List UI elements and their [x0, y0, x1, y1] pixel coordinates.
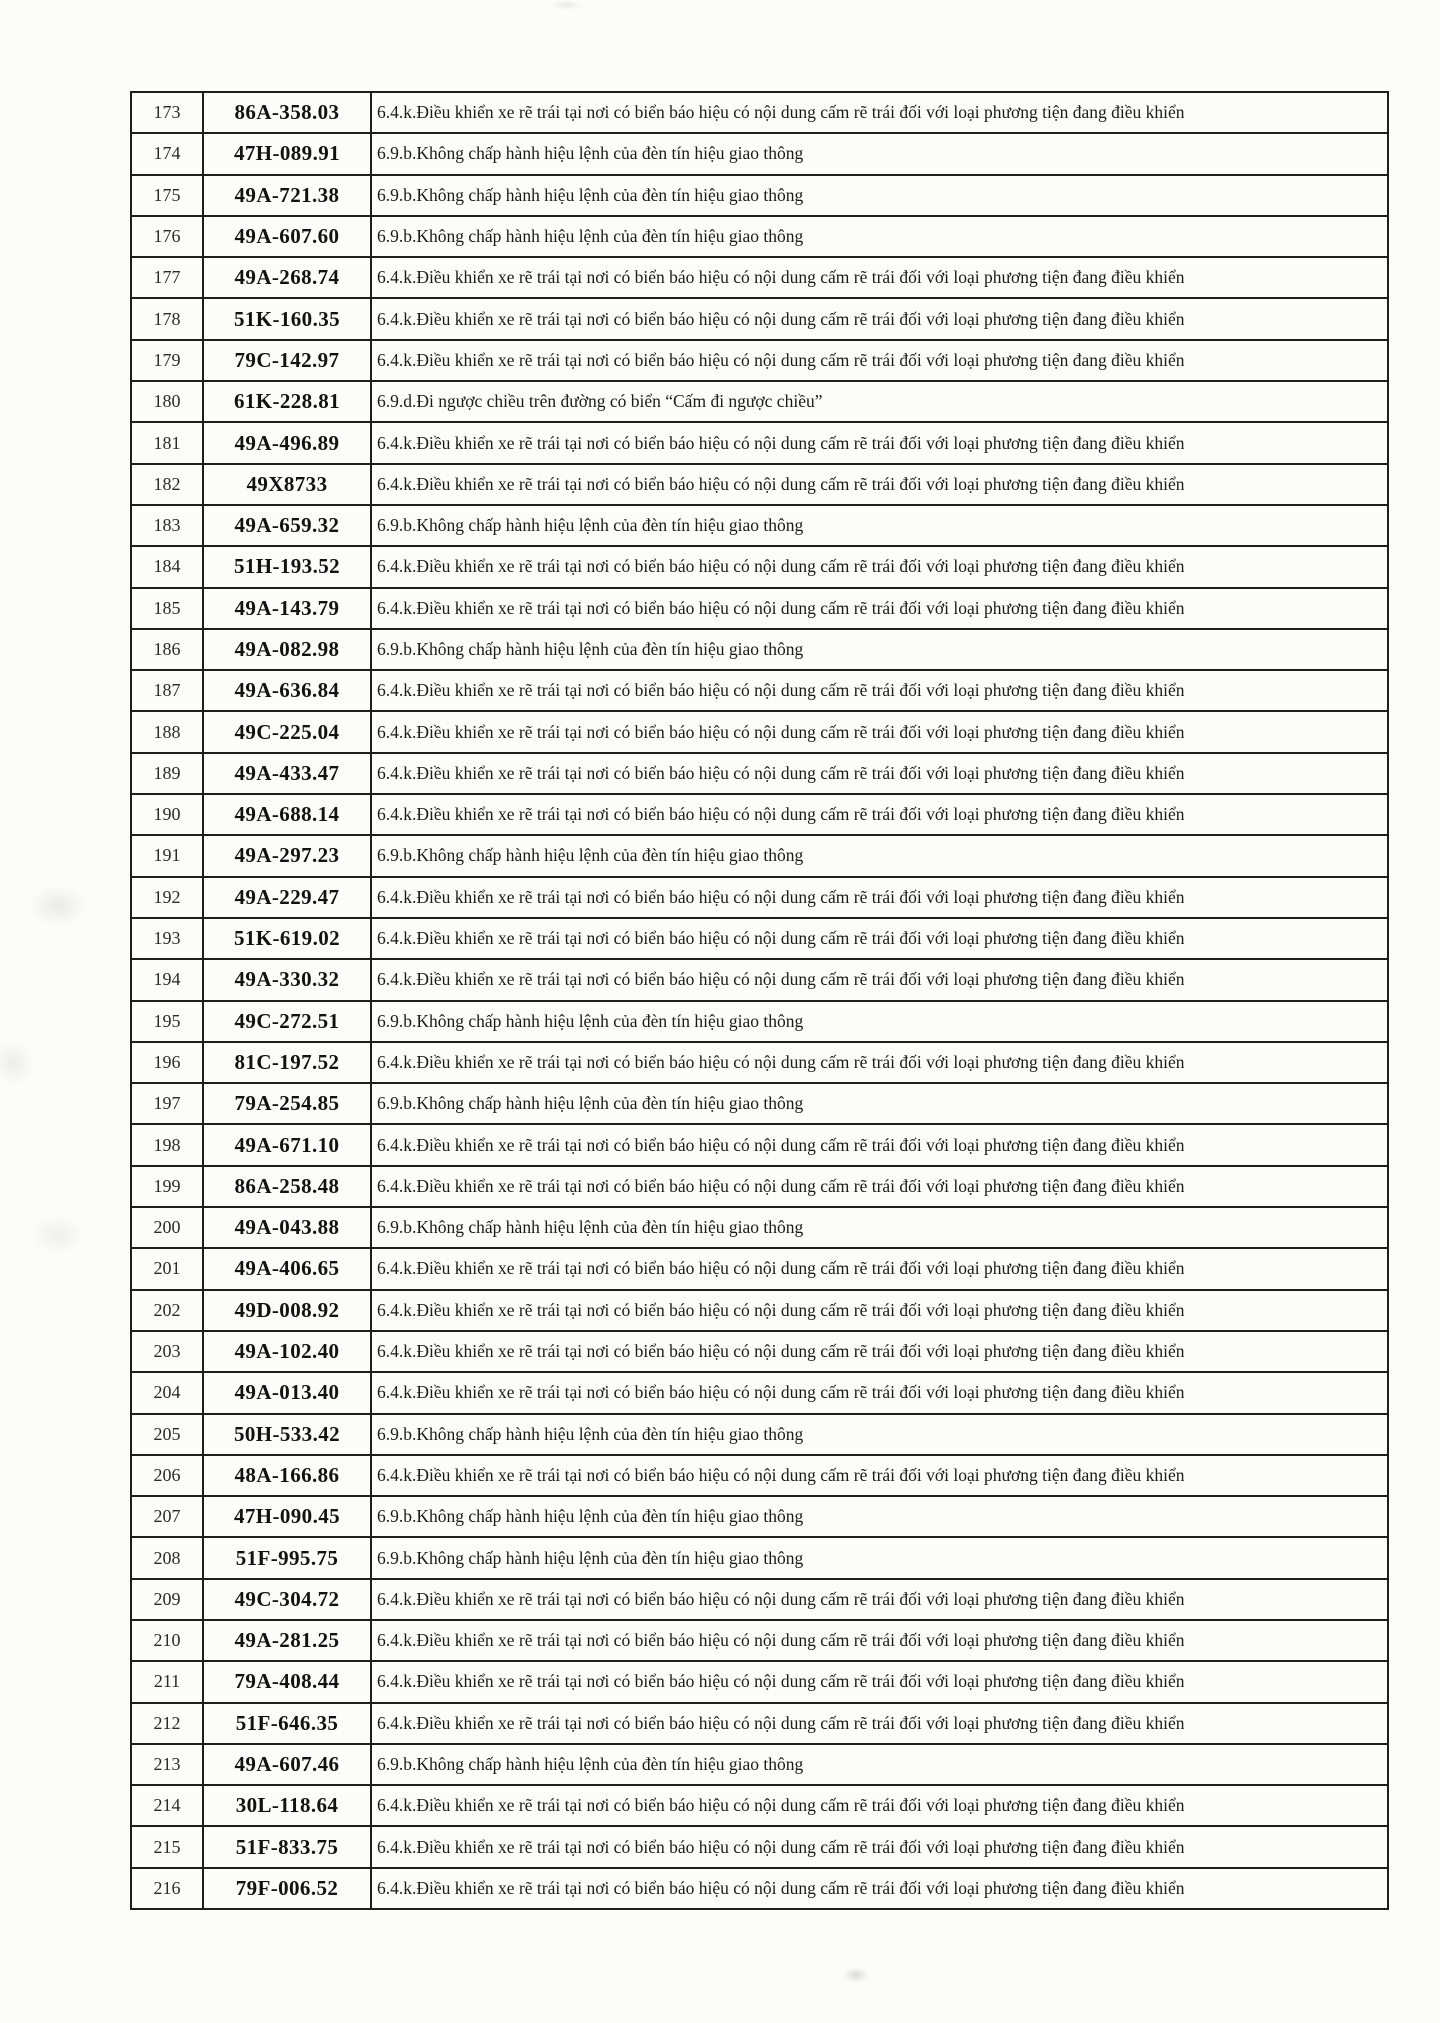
row-number-cell: 178: [131, 298, 203, 339]
row-number-cell: 190: [131, 794, 203, 835]
table-row: [131, 918, 1388, 959]
row-number-cell: 176: [131, 216, 203, 257]
table-row: [131, 1661, 1388, 1702]
violation-cell: 6.9.b.Không chấp hành hiệu lệnh của đèn tín hiệu giao thông: [371, 1001, 1388, 1042]
violation-cell: 6.9.b.Không chấp hành hiệu lệnh của đèn tín hiệu giao thông: [371, 629, 1388, 670]
table-row: [131, 1124, 1388, 1165]
plate-cell: 49A-406.65: [203, 1248, 371, 1289]
plate-cell: 49A-268.74: [203, 257, 371, 298]
scan-smudge: [0, 1040, 34, 1086]
row-number-cell: 199: [131, 1166, 203, 1207]
violation-cell: 6.4.k.Điều khiển xe rẽ trái tại nơi có biển báo hiệu có nội dung cấm rẽ trái đối với loại phương tiện đang điều khiển: [371, 753, 1388, 794]
table-row: [131, 1785, 1388, 1826]
scan-smudge: [843, 1968, 869, 1982]
table-row: [131, 257, 1388, 298]
row-number-cell: 205: [131, 1414, 203, 1455]
violation-cell: 6.4.k.Điều khiển xe rẽ trái tại nơi có biển báo hiệu có nội dung cấm rẽ trái đối với loại phương tiện đang điều khiển: [371, 422, 1388, 463]
scan-smudge: [552, 0, 582, 10]
plate-cell: 79F-006.52: [203, 1868, 371, 1909]
plate-cell: 51F-995.75: [203, 1537, 371, 1578]
violation-cell: 6.9.b.Không chấp hành hiệu lệnh của đèn tín hiệu giao thông: [371, 1744, 1388, 1785]
table-row: [131, 464, 1388, 505]
row-number-cell: 180: [131, 381, 203, 422]
violation-cell: 6.9.b.Không chấp hành hiệu lệnh của đèn tín hiệu giao thông: [371, 216, 1388, 257]
violation-cell: 6.4.k.Điều khiển xe rẽ trái tại nơi có biển báo hiệu có nội dung cấm rẽ trái đối với loại phương tiện đang điều khiển: [371, 1868, 1388, 1909]
plate-cell: 49A-229.47: [203, 877, 371, 918]
violation-cell: 6.4.k.Điều khiển xe rẽ trái tại nơi có biển báo hiệu có nội dung cấm rẽ trái đối với loại phương tiện đang điều khiển: [371, 877, 1388, 918]
violation-cell: 6.9.b.Không chấp hành hiệu lệnh của đèn tín hiệu giao thông: [371, 835, 1388, 876]
table-row: [131, 1290, 1388, 1331]
table-row: [131, 1868, 1388, 1909]
table-row: [131, 340, 1388, 381]
row-number-cell: 203: [131, 1331, 203, 1372]
plate-cell: 49A-671.10: [203, 1124, 371, 1165]
plate-cell: 49A-721.38: [203, 175, 371, 216]
table-row: [131, 1826, 1388, 1867]
plate-cell: 79A-254.85: [203, 1083, 371, 1124]
plate-cell: 49A-082.98: [203, 629, 371, 670]
row-number-cell: 211: [131, 1661, 203, 1702]
violation-cell: 6.9.b.Không chấp hành hiệu lệnh của đèn tín hiệu giao thông: [371, 505, 1388, 546]
violation-cell: 6.4.k.Điều khiển xe rẽ trái tại nơi có biển báo hiệu có nội dung cấm rẽ trái đối với loại phương tiện đang điều khiển: [371, 298, 1388, 339]
violation-cell: 6.4.k.Điều khiển xe rẽ trái tại nơi có biển báo hiệu có nội dung cấm rẽ trái đối với loại phương tiện đang điều khiển: [371, 257, 1388, 298]
row-number-cell: 195: [131, 1001, 203, 1042]
table-row: [131, 546, 1388, 587]
plate-cell: 49A-102.40: [203, 1331, 371, 1372]
violation-cell: 6.4.k.Điều khiển xe rẽ trái tại nơi có biển báo hiệu có nội dung cấm rẽ trái đối với loại phương tiện đang điều khiển: [371, 1290, 1388, 1331]
row-number-cell: 194: [131, 959, 203, 1000]
violation-cell: 6.9.d.Đi ngược chiều trên đường có biển “Cấm đi ngược chiều”: [371, 381, 1388, 422]
plate-cell: 48A-166.86: [203, 1455, 371, 1496]
table-row: [131, 1579, 1388, 1620]
table-row: [131, 298, 1388, 339]
violation-cell: 6.4.k.Điều khiển xe rẽ trái tại nơi có biển báo hiệu có nội dung cấm rẽ trái đối với loại phương tiện đang điều khiển: [371, 1331, 1388, 1372]
violation-cell: 6.4.k.Điều khiển xe rẽ trái tại nơi có biển báo hiệu có nội dung cấm rẽ trái đối với loại phương tiện đang điều khiển: [371, 1579, 1388, 1620]
table-row: [131, 753, 1388, 794]
table-row: [131, 1248, 1388, 1289]
violation-cell: 6.4.k.Điều khiển xe rẽ trái tại nơi có biển báo hiệu có nội dung cấm rẽ trái đối với loại phương tiện đang điều khiển: [371, 1372, 1388, 1413]
row-number-cell: 210: [131, 1620, 203, 1661]
plate-cell: 81C-197.52: [203, 1042, 371, 1083]
violation-cell: 6.9.b.Không chấp hành hiệu lệnh của đèn tín hiệu giao thông: [371, 133, 1388, 174]
table-row: [131, 1166, 1388, 1207]
table-row: [131, 959, 1388, 1000]
row-number-cell: 204: [131, 1372, 203, 1413]
plate-cell: 49C-304.72: [203, 1579, 371, 1620]
table-row: [131, 1620, 1388, 1661]
row-number-cell: 174: [131, 133, 203, 174]
plate-cell: 49D-008.92: [203, 1290, 371, 1331]
plate-cell: 49A-013.40: [203, 1372, 371, 1413]
plate-cell: 51F-833.75: [203, 1826, 371, 1867]
plate-cell: 79A-408.44: [203, 1661, 371, 1702]
violation-cell: 6.4.k.Điều khiển xe rẽ trái tại nơi có biển báo hiệu có nội dung cấm rẽ trái đối với loại phương tiện đang điều khiển: [371, 794, 1388, 835]
table-row: [131, 175, 1388, 216]
table-row: [131, 1455, 1388, 1496]
row-number-cell: 187: [131, 670, 203, 711]
violation-cell: 6.4.k.Điều khiển xe rẽ trái tại nơi có biển báo hiệu có nội dung cấm rẽ trái đối với loại phương tiện đang điều khiển: [371, 1124, 1388, 1165]
plate-cell: 49A-496.89: [203, 422, 371, 463]
violation-cell: 6.4.k.Điều khiển xe rẽ trái tại nơi có biển báo hiệu có nội dung cấm rẽ trái đối với loại phương tiện đang điều khiển: [371, 1455, 1388, 1496]
plate-cell: 49A-433.47: [203, 753, 371, 794]
plate-cell: 49A-688.14: [203, 794, 371, 835]
plate-cell: 49A-143.79: [203, 588, 371, 629]
violation-cell: 6.4.k.Điều khiển xe rẽ trái tại nơi có biển báo hiệu có nội dung cấm rẽ trái đối với loại phương tiện đang điều khiển: [371, 670, 1388, 711]
row-number-cell: 201: [131, 1248, 203, 1289]
row-number-cell: 185: [131, 588, 203, 629]
violation-cell: 6.9.b.Không chấp hành hiệu lệnh của đèn tín hiệu giao thông: [371, 1537, 1388, 1578]
table-row: [131, 670, 1388, 711]
table-row: [131, 1331, 1388, 1372]
row-number-cell: 181: [131, 422, 203, 463]
violation-cell: 6.9.b.Không chấp hành hiệu lệnh của đèn tín hiệu giao thông: [371, 1496, 1388, 1537]
table-row: [131, 1414, 1388, 1455]
plate-cell: 30L-118.64: [203, 1785, 371, 1826]
row-number-cell: 189: [131, 753, 203, 794]
row-number-cell: 175: [131, 175, 203, 216]
plate-cell: 51K-619.02: [203, 918, 371, 959]
table-row: [131, 1001, 1388, 1042]
row-number-cell: 212: [131, 1703, 203, 1744]
row-number-cell: 208: [131, 1537, 203, 1578]
table-row: [131, 1496, 1388, 1537]
row-number-cell: 197: [131, 1083, 203, 1124]
row-number-cell: 182: [131, 464, 203, 505]
violation-cell: 6.4.k.Điều khiển xe rẽ trái tại nơi có biển báo hiệu có nội dung cấm rẽ trái đối với loại phương tiện đang điều khiển: [371, 711, 1388, 752]
plate-cell: 47H-089.91: [203, 133, 371, 174]
violation-cell: 6.9.b.Không chấp hành hiệu lệnh của đèn tín hiệu giao thông: [371, 1414, 1388, 1455]
violation-cell: 6.4.k.Điều khiển xe rẽ trái tại nơi có biển báo hiệu có nội dung cấm rẽ trái đối với loại phương tiện đang điều khiển: [371, 546, 1388, 587]
row-number-cell: 193: [131, 918, 203, 959]
plate-cell: 49A-330.32: [203, 959, 371, 1000]
violation-cell: 6.4.k.Điều khiển xe rẽ trái tại nơi có biển báo hiệu có nội dung cấm rẽ trái đối với loại phương tiện đang điều khiển: [371, 959, 1388, 1000]
violation-cell: 6.9.b.Không chấp hành hiệu lệnh của đèn tín hiệu giao thông: [371, 1083, 1388, 1124]
violation-cell: 6.4.k.Điều khiển xe rẽ trái tại nơi có biển báo hiệu có nội dung cấm rẽ trái đối với loại phương tiện đang điều khiển: [371, 1703, 1388, 1744]
row-number-cell: 216: [131, 1868, 203, 1909]
table-row: [131, 1703, 1388, 1744]
plate-cell: 47H-090.45: [203, 1496, 371, 1537]
table-row: [131, 422, 1388, 463]
table-row: [131, 877, 1388, 918]
plate-cell: 61K-228.81: [203, 381, 371, 422]
table-row: [131, 794, 1388, 835]
plate-cell: 49C-225.04: [203, 711, 371, 752]
row-number-cell: 186: [131, 629, 203, 670]
row-number-cell: 215: [131, 1826, 203, 1867]
violation-cell: 6.4.k.Điều khiển xe rẽ trái tại nơi có biển báo hiệu có nội dung cấm rẽ trái đối với loại phương tiện đang điều khiển: [371, 918, 1388, 959]
table-row: [131, 505, 1388, 546]
plate-cell: 50H-533.42: [203, 1414, 371, 1455]
row-number-cell: 188: [131, 711, 203, 752]
violation-cell: 6.4.k.Điều khiển xe rẽ trái tại nơi có biển báo hiệu có nội dung cấm rẽ trái đối với loại phương tiện đang điều khiển: [371, 588, 1388, 629]
row-number-cell: 184: [131, 546, 203, 587]
plate-cell: 49A-043.88: [203, 1207, 371, 1248]
row-number-cell: 209: [131, 1579, 203, 1620]
violation-cell: 6.4.k.Điều khiển xe rẽ trái tại nơi có biển báo hiệu có nội dung cấm rẽ trái đối với loại phương tiện đang điều khiển: [371, 1166, 1388, 1207]
plate-cell: 86A-358.03: [203, 92, 371, 133]
table-row: [131, 1042, 1388, 1083]
table-row: [131, 835, 1388, 876]
violation-cell: 6.4.k.Điều khiển xe rẽ trái tại nơi có biển báo hiệu có nội dung cấm rẽ trái đối với loại phương tiện đang điều khiển: [371, 92, 1388, 133]
row-number-cell: 198: [131, 1124, 203, 1165]
table-row: [131, 629, 1388, 670]
violation-cell: 6.4.k.Điều khiển xe rẽ trái tại nơi có biển báo hiệu có nội dung cấm rẽ trái đối với loại phương tiện đang điều khiển: [371, 1826, 1388, 1867]
violations-table: [130, 91, 1389, 1910]
table-row: [131, 133, 1388, 174]
violation-cell: 6.4.k.Điều khiển xe rẽ trái tại nơi có biển báo hiệu có nội dung cấm rẽ trái đối với loại phương tiện đang điều khiển: [371, 1248, 1388, 1289]
row-number-cell: 202: [131, 1290, 203, 1331]
row-number-cell: 183: [131, 505, 203, 546]
plate-cell: 49A-297.23: [203, 835, 371, 876]
violation-cell: 6.4.k.Điều khiển xe rẽ trái tại nơi có biển báo hiệu có nội dung cấm rẽ trái đối với loại phương tiện đang điều khiển: [371, 340, 1388, 381]
table-row: [131, 1083, 1388, 1124]
plate-cell: 49A-607.46: [203, 1744, 371, 1785]
plate-cell: 51H-193.52: [203, 546, 371, 587]
table-row: [131, 216, 1388, 257]
plate-cell: 49C-272.51: [203, 1001, 371, 1042]
row-number-cell: 192: [131, 877, 203, 918]
plate-cell: 51K-160.35: [203, 298, 371, 339]
row-number-cell: 213: [131, 1744, 203, 1785]
table-row: [131, 381, 1388, 422]
row-number-cell: 173: [131, 92, 203, 133]
plate-cell: 49A-636.84: [203, 670, 371, 711]
row-number-cell: 214: [131, 1785, 203, 1826]
scan-smudge: [28, 885, 88, 927]
violation-cell: 6.4.k.Điều khiển xe rẽ trái tại nơi có biển báo hiệu có nội dung cấm rẽ trái đối với loại phương tiện đang điều khiển: [371, 1785, 1388, 1826]
plate-cell: 49A-281.25: [203, 1620, 371, 1661]
table-row: [131, 1372, 1388, 1413]
violation-cell: 6.4.k.Điều khiển xe rẽ trái tại nơi có biển báo hiệu có nội dung cấm rẽ trái đối với loại phương tiện đang điều khiển: [371, 464, 1388, 505]
plate-cell: 79C-142.97: [203, 340, 371, 381]
row-number-cell: 196: [131, 1042, 203, 1083]
plate-cell: 86A-258.48: [203, 1166, 371, 1207]
table-row: [131, 711, 1388, 752]
scan-smudge: [30, 1215, 85, 1255]
violation-cell: 6.4.k.Điều khiển xe rẽ trái tại nơi có biển báo hiệu có nội dung cấm rẽ trái đối với loại phương tiện đang điều khiển: [371, 1042, 1388, 1083]
row-number-cell: 177: [131, 257, 203, 298]
violation-cell: 6.4.k.Điều khiển xe rẽ trái tại nơi có biển báo hiệu có nội dung cấm rẽ trái đối với loại phương tiện đang điều khiển: [371, 1661, 1388, 1702]
violation-cell: 6.9.b.Không chấp hành hiệu lệnh của đèn tín hiệu giao thông: [371, 1207, 1388, 1248]
row-number-cell: 179: [131, 340, 203, 381]
violations-table-body: [131, 92, 1388, 1909]
table-row: [131, 588, 1388, 629]
table-row: [131, 1744, 1388, 1785]
plate-cell: 49A-607.60: [203, 216, 371, 257]
plate-cell: 49A-659.32: [203, 505, 371, 546]
violation-cell: 6.4.k.Điều khiển xe rẽ trái tại nơi có biển báo hiệu có nội dung cấm rẽ trái đối với loại phương tiện đang điều khiển: [371, 1620, 1388, 1661]
plate-cell: 49X8733: [203, 464, 371, 505]
row-number-cell: 200: [131, 1207, 203, 1248]
row-number-cell: 206: [131, 1455, 203, 1496]
row-number-cell: 207: [131, 1496, 203, 1537]
table-row: [131, 92, 1388, 133]
table-row: [131, 1207, 1388, 1248]
plate-cell: 51F-646.35: [203, 1703, 371, 1744]
violation-cell: 6.9.b.Không chấp hành hiệu lệnh của đèn tín hiệu giao thông: [371, 175, 1388, 216]
row-number-cell: 191: [131, 835, 203, 876]
table-row: [131, 1537, 1388, 1578]
